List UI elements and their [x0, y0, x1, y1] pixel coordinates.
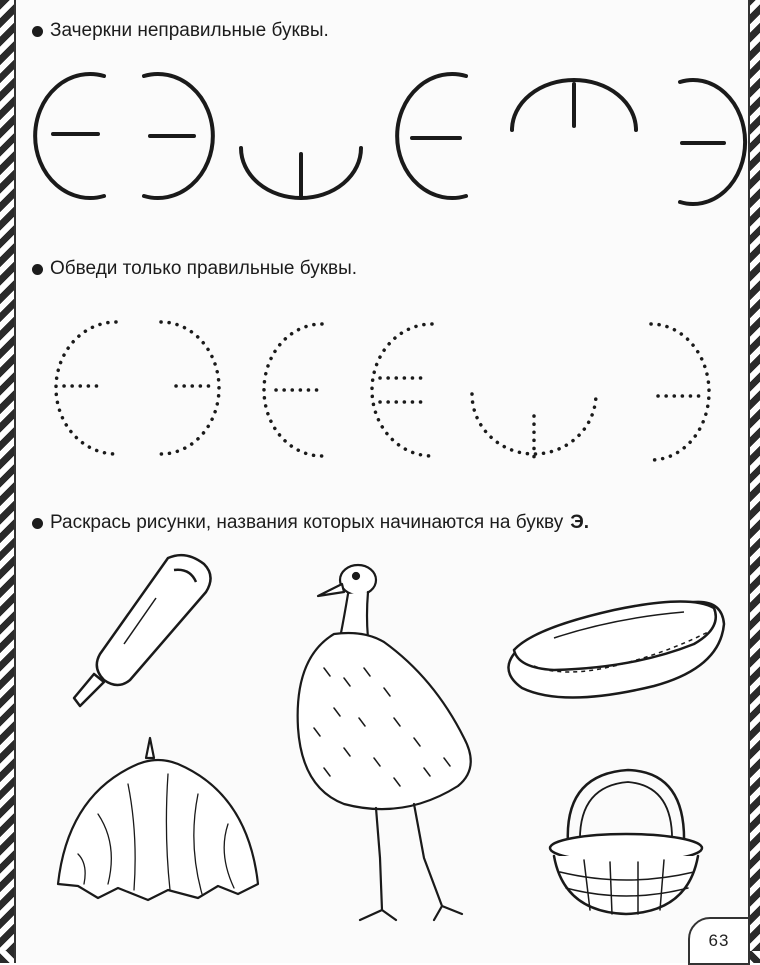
- letter-e-reversed[interactable]: [35, 74, 104, 198]
- bullet-icon: [32, 264, 43, 275]
- emu-eye: [353, 573, 359, 579]
- basket-body: [554, 856, 698, 914]
- emu-leg-right: [414, 804, 462, 920]
- emu-head: [340, 565, 376, 595]
- workbook-page: [14, 0, 750, 963]
- page-number: 63: [688, 917, 750, 965]
- eclair-picture[interactable]: [494, 588, 734, 708]
- task-cross-out: [32, 20, 329, 42]
- letter-e-rotated-up[interactable]: [512, 80, 636, 130]
- task-trace-text: Обведи только правильные буквы.: [50, 258, 358, 279]
- page-border-left: [0, 0, 14, 963]
- dotted-letter-correct[interactable]: [161, 322, 219, 454]
- bullet-icon: [32, 26, 43, 37]
- dotted-letter-reversed[interactable]: [56, 322, 116, 454]
- letter-e-rotated-down[interactable]: [241, 148, 361, 198]
- emu-body: [298, 633, 471, 809]
- haystack-stem: [146, 738, 154, 758]
- bullet-icon: [32, 518, 43, 529]
- ice-cream-body: [97, 555, 211, 685]
- haystack-picture[interactable]: [38, 734, 278, 914]
- basket-picture[interactable]: [534, 764, 714, 922]
- emu-leg-left: [360, 808, 396, 920]
- letter-e-mirrored[interactable]: [397, 74, 466, 198]
- letter-e-right[interactable]: [680, 80, 745, 204]
- ice-cream-stick: [74, 674, 104, 706]
- haystack-body: [58, 760, 258, 900]
- task-trace: [32, 258, 357, 280]
- dotted-letter-right[interactable]: [651, 324, 709, 460]
- dotted-letter-mirrored-double[interactable]: [372, 324, 432, 456]
- emu-beak: [318, 584, 344, 596]
- dotted-letter-rotated-down[interactable]: [472, 394, 596, 460]
- task-color: [32, 512, 589, 534]
- task-cross-out-text: Зачеркни неправильные буквы.: [50, 20, 329, 41]
- emu-picture[interactable]: [284, 558, 484, 930]
- ice-cream-bar-picture[interactable]: [56, 548, 236, 718]
- dotted-letter-mirrored-1[interactable]: [264, 324, 322, 456]
- cross-out-letters-row: [16, 68, 748, 213]
- task-color-letter: Э.: [570, 512, 589, 533]
- task-color-text: Раскрась рисунки, названия которых начинаются на букву: [50, 512, 564, 533]
- letter-e-correct[interactable]: [144, 74, 213, 198]
- emu-neck: [340, 592, 368, 638]
- trace-letters-row: [16, 314, 748, 474]
